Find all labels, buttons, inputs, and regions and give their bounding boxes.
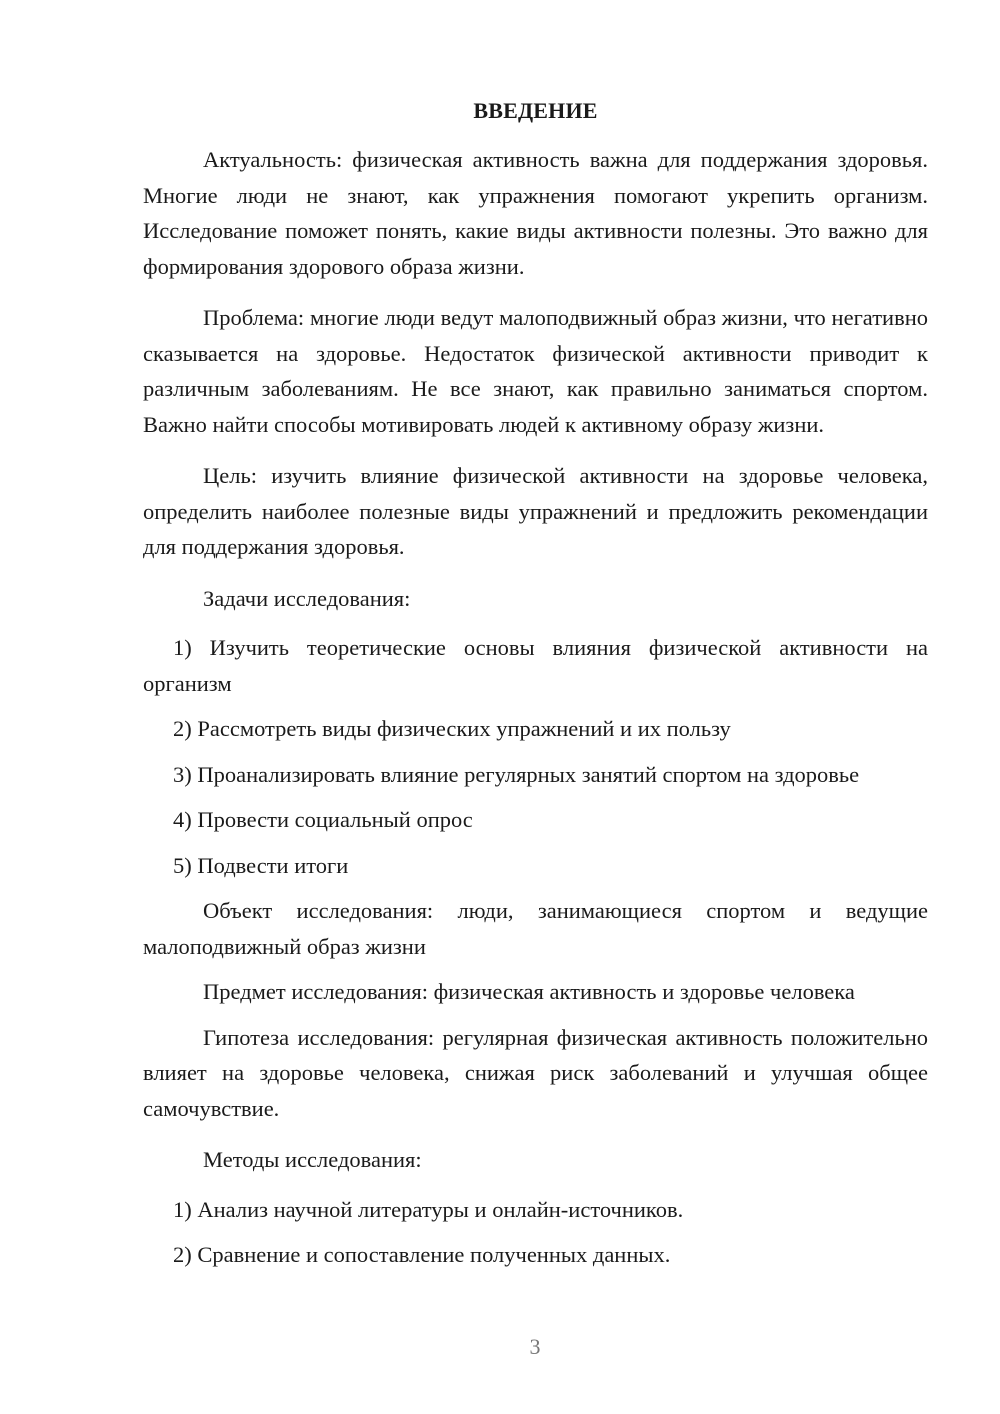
task-item-1: 1) Изучить теоретические основы влияния физической активности на организм <box>143 635 928 696</box>
paragraph-object: Объект исследования: люди, занимающиеся спортом и ведущие малоподвижный образ жизни <box>143 898 928 959</box>
task-item-4: 4) Провести социальный опрос <box>173 807 473 832</box>
paragraph-hypothesis: Гипотеза исследования: регулярная физическая активность положительно влияет на здоровье человека, снижая риск заболеваний и улучшая общее самочувствие. <box>143 1024 928 1121</box>
task-item-2: 2) Рассмотреть виды физических упражнений и их пользу <box>173 716 731 741</box>
method-item-1: 1) Анализ научной литературы и онлайн-источников. <box>173 1196 684 1222</box>
methods-heading: Методы исследования: <box>203 1147 422 1172</box>
tasks-heading: Задачи исследования: <box>203 585 411 611</box>
method-item-2: 2) Сравнение и сопоставление полученных данных. <box>173 1242 671 1267</box>
page-number: 3 <box>529 1334 541 1359</box>
paragraph-relevance: Актуальность: физическая активность важна для поддержания здоровья. Многие люди не знают, как упражнения помогают укрепить организм. Исследование поможет понять, какие виды активности полезны. Это важно для формирования здорового образа жизни. <box>143 147 928 279</box>
paragraph-problem: Проблема: многие люди ведут малоподвижный образ жизни, что негативно сказывается на здоровье. Недостаток физической активности приводит к различным заболеваниям. Не все знают, как правильно заниматься спортом. Важно найти способы мотивировать людей к активному образу жизни. <box>143 305 928 437</box>
task-item-3: 3) Проанализировать влияние регулярных занятий спортом на здоровье <box>173 761 860 787</box>
document-page <box>143 94 928 1283</box>
paragraph-goal: Цель: изучить влияние физической активности на здоровье человека, определить наиболее полезные виды упражнений и предложить рекомендации для поддержания здоровья. <box>143 463 928 559</box>
section-title: ВВЕДЕНИЕ <box>473 98 598 123</box>
paragraph-subject: Предмет исследования: физическая активность и здоровье человека <box>203 979 855 1004</box>
task-item-5: 5) Подвести итоги <box>173 852 349 878</box>
